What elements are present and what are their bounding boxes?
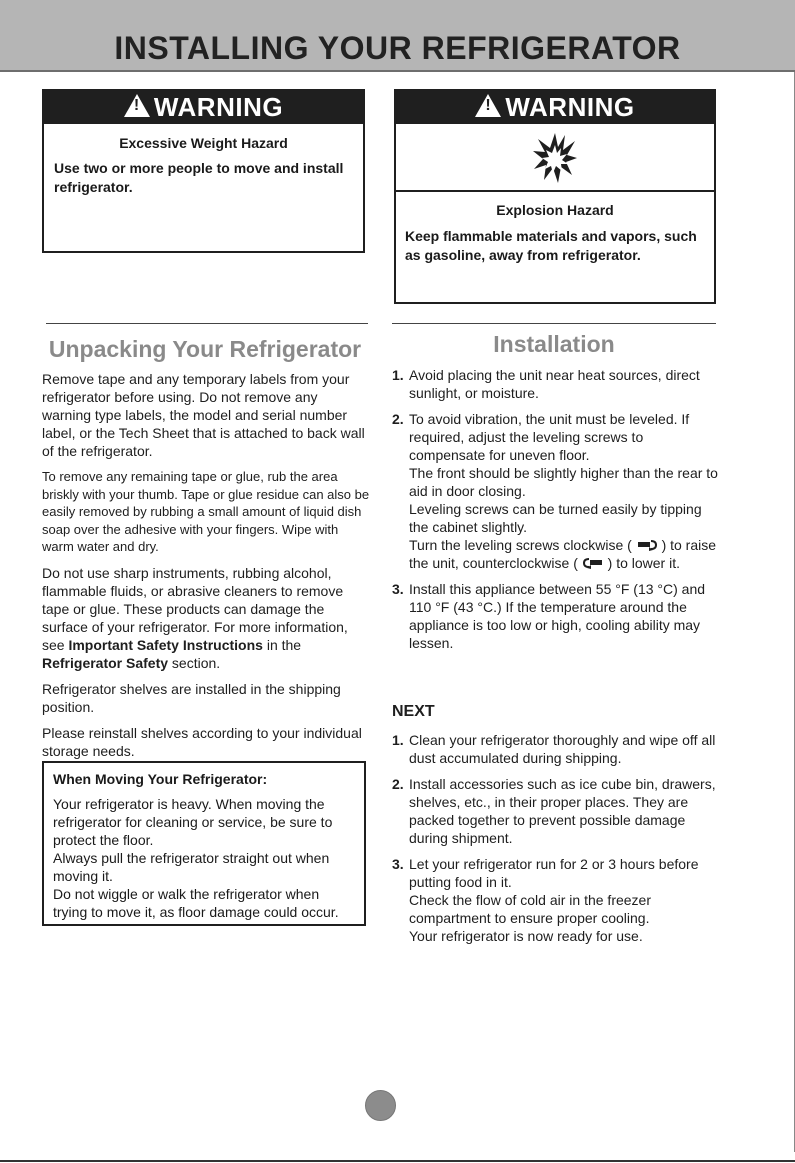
list-item: 3. Install this appliance between 55 °F (13 °C) and 110 °F (43 °C.) If the temperature around the appliance is too low or high, cooling ability may lessen. bbox=[392, 581, 706, 651]
moving-box-line: Your refrigerator is heavy. When moving the refrigerator for cleaning or service, be sure to protect the floor. bbox=[53, 796, 333, 848]
page-header bbox=[0, 0, 795, 72]
warning-header bbox=[44, 91, 363, 124]
page-title: INSTALLING YOUR REFRIGERATOR bbox=[114, 30, 681, 66]
hazard-title: Excessive Weight Hazard bbox=[119, 135, 288, 151]
list-item: 2. Install accessories such as ice cube bin, drawers, shelves, etc., in their proper places. They are packed together to prevent possible damage during shipment. bbox=[392, 776, 716, 846]
section-divider bbox=[392, 323, 716, 324]
hazard-icon-area bbox=[396, 124, 714, 192]
warning-triangle-icon bbox=[475, 94, 501, 117]
warning-triangle-icon bbox=[124, 94, 150, 117]
moving-box-title: When Moving Your Refrigerator: bbox=[53, 771, 268, 787]
installation-body bbox=[392, 366, 718, 660]
list-item: 2. To avoid vibration, the unit must be leveled. If required, adjust the leveling screws to compensate for uneven floor. The front should be slightly higher than the rear to aid in door closing. Leveling screws can be turned easily by tipping the cabinet slightly. Turn the leveling screws clockwise ( ) to raise the unit, counterclockwise ( ) to lower it. bbox=[392, 411, 718, 571]
weight-warning-box bbox=[42, 89, 365, 253]
warning-heading: WARNING bbox=[153, 92, 284, 122]
paragraph: To remove any remaining tape or glue, rub the area briskly with your thumb. Tape or glue residue can also be easily removed by rubbing a small amount of liquid dish soap over the adhesive with your fingers. Wipe with warm water and dry. bbox=[42, 469, 370, 554]
moving-box-line: Do not wiggle or walk the refrigerator when trying to move it, as floor damage could occur. bbox=[53, 886, 339, 920]
paragraph: Do not use sharp instruments, rubbing alcohol, flammable fluids, or abrasive cleaners to remove tape or glue. These products can damage the surface of your refrigerator. For more information, see Important Safety Instructions in the Refrigerator Safety section. bbox=[42, 564, 348, 671]
list-item: 1. Avoid placing the unit near heat sources, direct sunlight, or moisture. bbox=[392, 367, 700, 401]
safety-instructions-reference: Important Safety Instructions bbox=[68, 636, 263, 653]
moving-box-line: Always pull the refrigerator straight out when moving it. bbox=[53, 850, 330, 884]
warning-header bbox=[396, 91, 714, 124]
page-number-dot bbox=[365, 1090, 396, 1121]
paragraph: Refrigerator shelves are installed in the shipping position. bbox=[42, 680, 341, 715]
unpacking-section-title: Unpacking Your Refrigerator bbox=[48, 336, 362, 362]
installation-section-title: Installation bbox=[493, 331, 615, 357]
explosion-icon bbox=[532, 131, 578, 185]
hazard-text: Keep flammable materials and vapors, such as gasoline, away from refrigerator. bbox=[405, 228, 697, 263]
list-item: 1. Clean your refrigerator thoroughly and wipe off all dust accumulated during shipping. bbox=[392, 732, 716, 766]
refrigerator-safety-reference: Refrigerator Safety bbox=[42, 654, 169, 671]
hazard-title: Explosion Hazard bbox=[496, 202, 614, 218]
section-divider bbox=[46, 323, 368, 324]
list-item: 3. Let your refrigerator run for 2 or 3 hours before putting food in it. Check the flow of cold air in the freezer compartment to ensure proper cooling. Your refrigerator is now ready for use. bbox=[392, 856, 699, 944]
paragraph: Remove tape and any temporary labels from your refrigerator before using. Do not remove any warning type labels, the model and serial number label, or the Tech Sheet that is attached to back wall of the refrigerator. bbox=[42, 371, 365, 459]
installation-list bbox=[392, 366, 718, 652]
clockwise-screw-icon bbox=[636, 539, 658, 551]
next-list bbox=[392, 731, 718, 945]
next-body bbox=[392, 731, 718, 953]
paragraph: Please reinstall shelves according to your individual storage needs. bbox=[42, 724, 362, 759]
hazard-text: Use two or more people to move and install refrigerator. bbox=[54, 160, 344, 195]
moving-refrigerator-box bbox=[42, 761, 366, 926]
counterclockwise-screw-icon bbox=[582, 557, 604, 569]
unpacking-body bbox=[42, 370, 370, 768]
next-section-title: NEXT bbox=[392, 703, 435, 720]
warning-heading: WARNING bbox=[505, 92, 635, 122]
explosion-warning-box bbox=[394, 89, 716, 304]
footer-rule bbox=[0, 1160, 795, 1162]
